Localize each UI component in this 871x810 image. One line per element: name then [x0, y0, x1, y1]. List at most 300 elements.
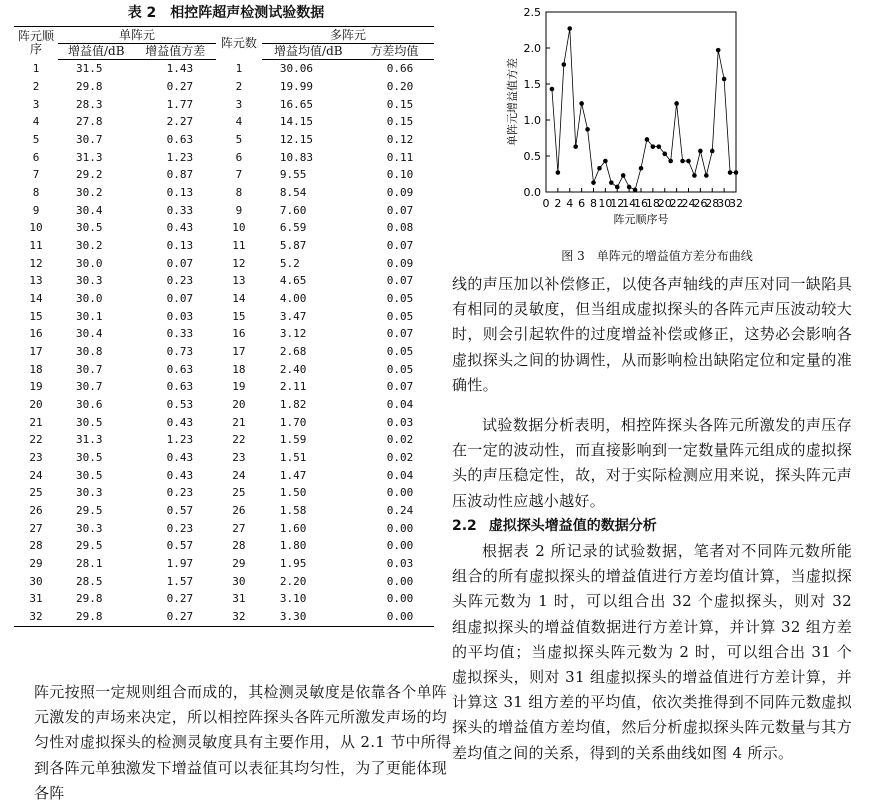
table-cell: 0.33: [166, 327, 194, 341]
table-cell: 0.73: [166, 345, 194, 359]
table-row: [14, 201, 434, 219]
table-cell: 8: [235, 186, 243, 200]
table-cell: 29.8: [76, 592, 103, 606]
table-cell: 28.1: [76, 557, 103, 571]
table-cell: 10: [29, 221, 43, 235]
data-point: [597, 166, 602, 171]
table-cell: 0.00: [386, 574, 414, 588]
table-cell: 18: [29, 362, 43, 376]
table-row: [14, 166, 434, 184]
table-cell: 25: [232, 486, 246, 500]
body-paragraph-1: 线的声压加以补偿修正，以使各声轴线的声压对同一缺陷具有相同的灵敏度，但当组成虚拟探头的各阵元声压波动较大时，则会引起软件的过度增益补偿或修正，这势必会影响各虚拟探头之间的协调性，从而影响检出缺陷定位和定量的准确性。: [452, 275, 852, 394]
x-tick-label: 22: [669, 197, 684, 210]
data-point: [615, 185, 620, 190]
table-row: [14, 608, 434, 626]
data-point: [716, 48, 721, 53]
table-cell: 1.58: [279, 504, 307, 518]
table-cell: 4.00: [279, 292, 307, 306]
table-cell: 1.60: [279, 521, 307, 535]
table-cell: 0.07: [166, 292, 194, 306]
table-cell: 2.27: [166, 115, 194, 129]
table-cell: 30.7: [76, 133, 103, 147]
table-cell: 24: [232, 468, 246, 482]
x-tick-label: 12: [610, 197, 625, 210]
table-cell: 27: [29, 521, 43, 535]
table-row: [14, 272, 434, 290]
x-tick-label: 8: [590, 197, 597, 210]
table-cell: 0.10: [386, 168, 414, 182]
table-cell: 30.5: [76, 451, 103, 465]
table-cell: 27.8: [76, 115, 103, 129]
table-cell: 15: [29, 309, 43, 323]
table-cell: 30.2: [76, 186, 103, 200]
body-paragraph-2: 试验数据分析表明，相控阵探头各阵元所激发的声压存在一定的波动性，而直接影响到一定数量阵元组成的虚拟探头的声压稳定性，故，对于实际检测应用来说，探头阵元声压波动性应越小越好。: [452, 416, 852, 510]
y-tick-label: 2.0: [523, 42, 541, 55]
table-cell: 5.2: [279, 256, 300, 270]
table-row: [14, 555, 434, 573]
table-cell: 0.13: [166, 186, 194, 200]
data-point: [603, 159, 608, 164]
table-row: [14, 95, 434, 113]
table-cell: 0.00: [386, 592, 414, 606]
table-cell: 8: [32, 186, 40, 200]
table-cell: 0.20: [386, 80, 414, 93]
x-tick-label: 14: [622, 197, 637, 210]
table-cell: 11: [29, 239, 43, 253]
table-cell: 1.47: [279, 468, 307, 482]
data-point: [657, 144, 662, 149]
table-cell: 5: [32, 133, 40, 147]
x-tick-label: 24: [681, 197, 696, 210]
table-cell: 3: [235, 97, 243, 111]
table-cell: 0.15: [386, 115, 414, 129]
table-cell: 30.06: [279, 62, 314, 76]
table-cell: 0.23: [166, 274, 194, 288]
data-point: [651, 144, 656, 149]
table-row: [14, 590, 434, 608]
header-variance-mean: 方差均值: [355, 44, 434, 60]
table-row: [14, 360, 434, 378]
table-cell: 31: [232, 592, 246, 606]
table-cell: 1.43: [166, 62, 194, 76]
data-point: [722, 77, 727, 82]
data-point: [550, 87, 555, 92]
table-cell: 6: [32, 150, 40, 164]
table-cell: 0.09: [386, 186, 414, 200]
table-cell: 12: [232, 256, 246, 270]
table-cell: 1.59: [279, 433, 307, 447]
table-cell: 19: [232, 380, 246, 394]
data-point: [674, 101, 679, 106]
data-point: [662, 152, 667, 157]
table-cell: 0.03: [386, 557, 414, 571]
table-cell: 2.20: [279, 574, 307, 588]
table-cell: 16: [232, 327, 246, 341]
table-cell: 15: [232, 309, 246, 323]
data-point: [633, 188, 638, 193]
table-cell: 12: [29, 256, 43, 270]
table-row: [14, 431, 434, 449]
table-cell: 0.66: [386, 62, 414, 76]
data-point: [728, 170, 733, 175]
header-gain: 增益值/dB: [58, 44, 135, 60]
x-tick-label: 2: [554, 197, 562, 210]
table-cell: 3: [32, 97, 40, 111]
table-cell: 3.10: [279, 592, 307, 606]
table-cell: 30.2: [76, 239, 103, 253]
x-axis-label: 阵元顺序号: [613, 213, 669, 226]
data-point: [567, 26, 572, 31]
table-cell: 1.82: [279, 398, 307, 412]
table-cell: 2: [235, 80, 243, 93]
y-axis-label: 单阵元增益值方差: [506, 58, 519, 146]
x-tick-label: 32: [729, 197, 743, 210]
table-row: [14, 131, 434, 149]
figure-caption: 图 3 单阵元的增益值方差分布曲线: [561, 249, 753, 263]
y-tick-label: 2.5: [523, 6, 541, 19]
table-cell: 9: [32, 203, 40, 217]
table-row: [14, 307, 434, 325]
x-tick-label: 16: [634, 197, 648, 210]
table-row: [14, 537, 434, 555]
table-row: [14, 290, 434, 308]
table-cell: 1.57: [166, 574, 194, 588]
x-tick-label: 20: [657, 197, 672, 210]
header-gain-mean: 增益均值/dB: [262, 44, 355, 60]
table-cell: 1.70: [279, 415, 307, 429]
table-cell: 0.07: [386, 239, 414, 253]
header-multi-group: 多阵元: [262, 27, 434, 44]
table-cell: 28: [232, 539, 246, 553]
data-point: [585, 127, 590, 132]
table-cell: 28: [29, 539, 43, 553]
table-cell: 1: [32, 62, 40, 76]
left-column: [14, 0, 452, 802]
table-cell: 0.12: [386, 133, 414, 147]
table-cell: 0.15: [386, 97, 414, 111]
table-cell: 1.51: [279, 451, 307, 465]
table-cell: 9.55: [279, 168, 307, 182]
table-cell: 0.02: [386, 451, 414, 465]
data-point: [591, 180, 596, 185]
header-element-count: 阵元数: [216, 27, 262, 60]
table-cell: 0.13: [166, 239, 194, 253]
table-cell: 0.53: [166, 398, 194, 412]
table-cell: 31.5: [76, 62, 103, 76]
table-row: [14, 449, 434, 467]
y-tick-label: 0.0: [523, 186, 541, 199]
table-row: [14, 396, 434, 414]
table-cell: 0.23: [166, 486, 194, 500]
table-cell: 13: [29, 274, 43, 288]
table-cell: 30.7: [76, 362, 103, 376]
table-row: [14, 78, 434, 96]
table-cell: 29.5: [76, 539, 103, 553]
header-single-group: 单阵元: [58, 27, 216, 44]
table-cell: 30: [29, 574, 43, 588]
data-point: [668, 159, 673, 164]
table-row: [14, 113, 434, 131]
x-tick-label: 26: [693, 197, 708, 210]
table-cell: 31.3: [76, 150, 103, 164]
table-cell: 30.5: [76, 468, 103, 482]
table-cell: 2.68: [279, 345, 307, 359]
table-cell: 0.05: [386, 292, 414, 306]
table-cell: 0.07: [386, 274, 414, 288]
table-cell: 0.07: [386, 203, 414, 217]
x-tick-label: 10: [598, 197, 613, 210]
table-row: [14, 572, 434, 590]
table-cell: 0.00: [386, 521, 414, 535]
table-cell: 27: [232, 521, 246, 535]
table-cell: 30.6: [76, 398, 103, 412]
data-point: [556, 170, 561, 175]
table-cell: 16: [29, 327, 43, 341]
table-cell: 5: [235, 133, 243, 147]
header-gain-variance: 增益值方差: [135, 44, 216, 60]
table-cell: 30.5: [76, 415, 103, 429]
x-tick-label: 18: [645, 197, 660, 210]
data-point: [609, 180, 614, 185]
table-cell: 0.07: [386, 327, 414, 341]
table-row: [14, 466, 434, 484]
data-point: [621, 173, 626, 178]
table-cell: 14.15: [279, 115, 314, 129]
table-cell: 21: [232, 415, 246, 429]
table-cell: 0.07: [166, 256, 194, 270]
table-cell: 30.0: [76, 292, 103, 306]
table-cell: 22: [232, 433, 246, 447]
section-title: 虚拟探头增益值的数据分析: [488, 518, 657, 534]
table-cell: 0.05: [386, 309, 414, 323]
table-cell: 30.3: [76, 274, 103, 288]
table-cell: 24: [29, 468, 43, 482]
table-cell: 29.5: [76, 504, 103, 518]
data-point: [704, 173, 709, 178]
x-tick-label: 0: [542, 197, 550, 210]
y-tick-label: 1.0: [523, 114, 541, 127]
table-cell: 32: [216, 608, 262, 626]
y-tick-label: 0.5: [523, 150, 541, 163]
table-cell: 7.60: [279, 203, 307, 217]
table-cell: 0.04: [386, 398, 414, 412]
table-cell: 1.23: [166, 150, 194, 164]
table-cell: 19.99: [279, 80, 314, 93]
table-title: 表 2 相控阵超声检测试验数据: [127, 5, 325, 21]
table-cell: 30.3: [76, 521, 103, 535]
table-cell: 31.3: [76, 433, 103, 447]
left-paragraph: 阵元按照一定规则组合而成的，其检测灵敏度是依靠各个单阵元激发的声场来决定，所以相控阵探头各阵元所激发声场的均匀性对虚拟探头的检测灵敏度具有主要作用，从 2.1 节中所得到各阵元单独激发下增益值可以表征其均匀性，为了更能体现各阵: [34, 683, 452, 802]
table-row: [14, 219, 434, 237]
table-cell: 0.27: [166, 592, 194, 606]
table-cell: 29.2: [76, 168, 103, 182]
table-cell: 0.27: [166, 80, 194, 93]
table-cell: 26: [29, 504, 43, 518]
table-cell: 10: [232, 221, 246, 235]
table-cell: 26: [232, 504, 246, 518]
table-cell: 30.8: [76, 345, 103, 359]
table-cell: 30.0: [76, 256, 103, 270]
data-point: [734, 170, 739, 175]
table-cell: 22: [29, 433, 43, 447]
table-cell: 17: [29, 345, 43, 359]
table-cell: 30.4: [76, 327, 103, 341]
x-tick-label: 6: [578, 197, 586, 210]
table-cell: 0.02: [386, 433, 414, 447]
table-cell: 29: [232, 557, 246, 571]
table-cell: 30: [232, 574, 246, 588]
table-cell: 1.95: [279, 557, 307, 571]
table-row: [14, 184, 434, 202]
table-cell: 0.03: [166, 309, 194, 323]
data-point: [710, 149, 715, 154]
data-point: [562, 62, 567, 67]
table-cell: 18: [232, 362, 246, 376]
table-cell: 30.3: [76, 486, 103, 500]
table-cell: 0.11: [386, 150, 414, 164]
table-cell: 14: [232, 292, 246, 306]
table-cell: 0.43: [166, 451, 194, 465]
x-tick-label: 28: [705, 197, 720, 210]
table-cell: 8.54: [279, 186, 307, 200]
table-cell: 2: [32, 80, 40, 93]
data-point: [579, 101, 584, 106]
table-cell: 29.8: [76, 80, 103, 93]
table-row: [14, 60, 434, 78]
table-cell: 7: [235, 168, 243, 182]
table-cell: 2.11: [279, 380, 307, 394]
table-cell: 23: [232, 451, 246, 465]
table-cell: 30.1: [76, 309, 103, 323]
table-cell: 7: [32, 168, 40, 182]
table-row: [14, 343, 434, 361]
table-cell: 6: [235, 150, 243, 164]
table-cell: 5.87: [279, 239, 307, 253]
table-cell: 29: [29, 557, 43, 571]
table-cell: 23: [29, 451, 43, 465]
data-point: [639, 166, 644, 171]
table-cell: 0.08: [386, 221, 414, 235]
table-cell: 1: [235, 62, 243, 76]
table-row: [14, 484, 434, 502]
table-cell: 0.00: [355, 608, 434, 626]
table-cell: 0.43: [166, 415, 194, 429]
series-line: [552, 29, 736, 190]
table-row: [14, 378, 434, 396]
table-cell: 0.87: [166, 168, 194, 182]
table-cell: 2.40: [279, 362, 307, 376]
data-table: [14, 26, 434, 627]
table-cell: 29.8: [58, 608, 135, 626]
table-cell: 0.04: [386, 468, 414, 482]
table-cell: 14: [29, 292, 43, 306]
table-cell: 0.27: [135, 608, 216, 626]
table-row: [14, 237, 434, 255]
table-row: [14, 325, 434, 343]
table-cell: 28.3: [76, 97, 103, 111]
table-cell: 0.00: [386, 539, 414, 553]
table-cell: 1.23: [166, 433, 194, 447]
variance-chart: [504, 0, 764, 240]
body-paragraph-3: 根据表 2 所记录的试验数据，笔者对不同阵元数所能组合的所有虚拟探头的增益值进行方差均值计算，当虚拟探头阵元数为 1 时，可以组合出 32 个虚拟探头，则对 32 组虚拟探头的增益值数据进行方差计算，并计算 32 组方差的平均值；当虚拟探头阵元数为 2 时，可以组合出 31 个虚拟探头，则对 31 组虚拟探头的增益值进行方差计算，并计算这 31 组方差的平均值，依次类推得到不同阵元数虚拟探头的增益值方差均值，然后分析虚拟探头阵元数量与其方差均值之间的关系，得到的关系曲线如图 4 所示。: [452, 542, 852, 762]
table-cell: 1.77: [166, 97, 194, 111]
table-cell: 0.63: [166, 133, 194, 147]
table-cell: 19: [29, 380, 43, 394]
data-point: [573, 144, 578, 149]
table-cell: 1.50: [279, 486, 307, 500]
table-cell: 16.65: [279, 97, 314, 111]
header-element-order: 阵元顺序: [14, 27, 58, 60]
table-cell: 0.07: [386, 380, 414, 394]
table-row: [14, 502, 434, 520]
table-cell: 6.59: [279, 221, 307, 235]
table-cell: 21: [29, 415, 43, 429]
table-cell: 12.15: [279, 133, 314, 147]
data-point: [645, 137, 650, 142]
table-cell: 30.7: [76, 380, 103, 394]
table-cell: 3.47: [279, 309, 307, 323]
data-point: [627, 185, 632, 190]
data-point: [680, 159, 685, 164]
table-cell: 3.12: [279, 327, 307, 341]
table-cell: 0.03: [386, 415, 414, 429]
table-cell: 0.57: [166, 539, 194, 553]
table-cell: 31: [29, 592, 43, 606]
table-cell: 10.83: [279, 150, 314, 164]
table-cell: 17: [232, 345, 246, 359]
table-body: [14, 60, 434, 627]
data-point: [698, 149, 703, 154]
x-tick-label: 4: [566, 197, 574, 210]
table-row: [14, 254, 434, 272]
table-cell: 4.65: [279, 274, 307, 288]
table-cell: 1.80: [279, 539, 307, 553]
table-cell: 0.33: [166, 203, 194, 217]
table-cell: 32: [14, 608, 58, 626]
table-cell: 30.4: [76, 203, 103, 217]
table-cell: 0.23: [166, 521, 194, 535]
table-cell: 25: [29, 486, 43, 500]
table-cell: 13: [232, 274, 246, 288]
table-cell: 0.57: [166, 504, 194, 518]
y-tick-label: 1.5: [523, 78, 541, 91]
section-heading: [452, 515, 657, 535]
table-cell: 3.30: [262, 608, 355, 626]
table-cell: 28.5: [76, 574, 103, 588]
data-point: [686, 159, 691, 164]
table-cell: 0.63: [166, 362, 194, 376]
table-cell: 11: [232, 239, 246, 253]
table-cell: 30.5: [76, 221, 103, 235]
table-cell: 20: [232, 398, 246, 412]
table-cell: 4: [32, 115, 40, 129]
table-row: [14, 148, 434, 166]
table-row: [14, 519, 434, 537]
table-cell: 0.09: [386, 256, 414, 270]
table-cell: 4: [235, 115, 243, 129]
table-cell: 0.63: [166, 380, 194, 394]
x-tick-label: 30: [717, 197, 732, 210]
plot-frame: [546, 12, 736, 192]
table-cell: 0.00: [386, 486, 414, 500]
table-cell: 0.43: [166, 221, 194, 235]
table-cell: 9: [235, 203, 243, 217]
table-cell: 0.24: [386, 504, 414, 518]
data-point: [692, 173, 697, 178]
table-cell: 20: [29, 398, 43, 412]
section-number: 2.2: [452, 518, 477, 534]
table-cell: 0.43: [166, 468, 194, 482]
